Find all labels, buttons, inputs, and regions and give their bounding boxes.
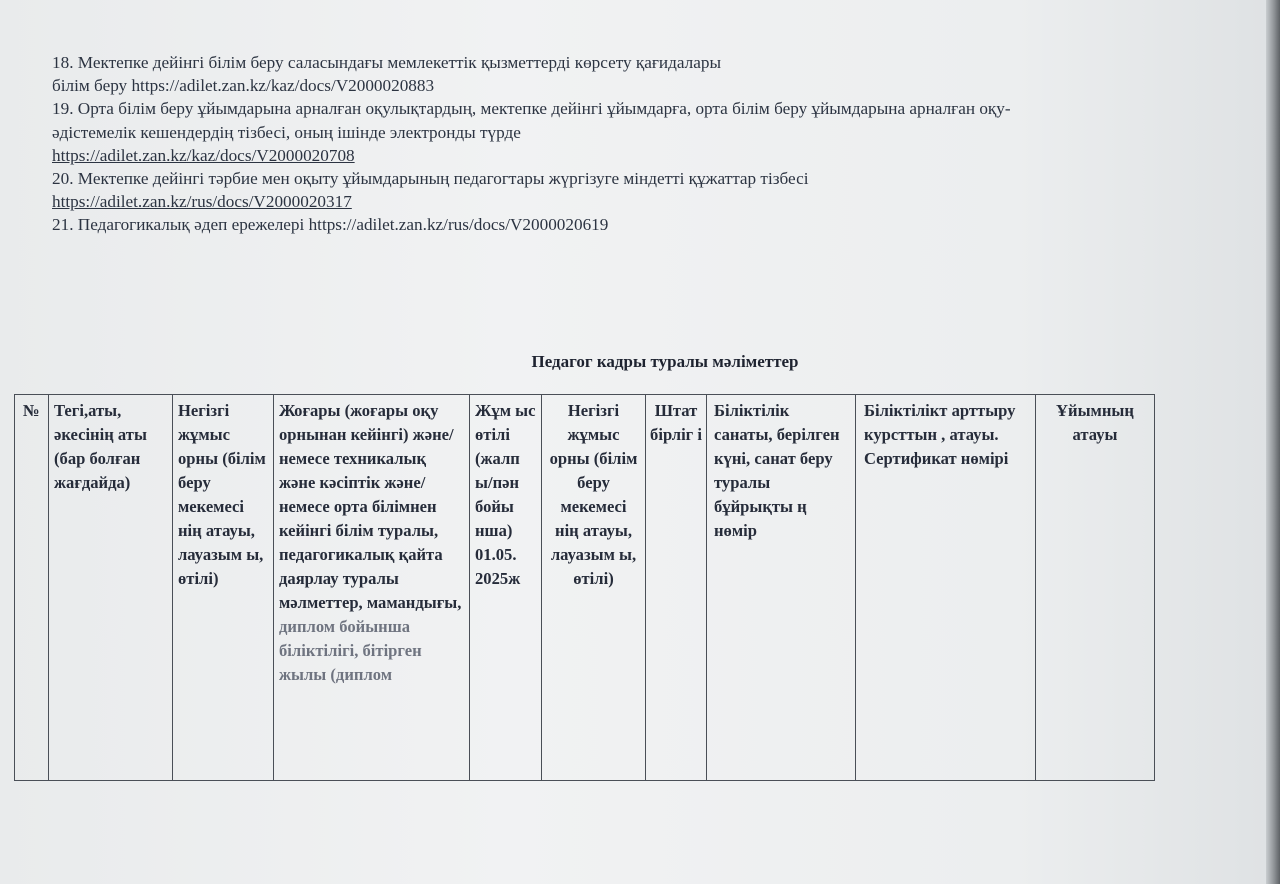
table-title: Педагог кадры туралы мәліметтер — [531, 352, 799, 371]
reference-19-link[interactable]: https://adilet.zan.kz/kaz/docs/V2000020708 — [52, 145, 355, 165]
col-education-faded-text: диплом бойынша біліктілігі, бітірген жылы (диплом — [279, 617, 422, 684]
reference-19-line-2: әдістемелік кешендердің тізбесі, оның ішінде электронды түрде — [52, 122, 521, 142]
col-main-workplace-2: Негізгі жұмыс орны (білім беру мекемесі нің атауы, лауазым ы, өтілі) — [542, 395, 646, 781]
col-number: № — [15, 395, 49, 781]
reference-20-link[interactable]: https://adilet.zan.kz/rus/docs/V2000020317 — [52, 192, 352, 212]
reference-20-line-1: 20. Мектепке дейінгі тәрбие мен оқыту ұйымдарының педагогтары жүргізуге міндетті құжаттар тізбесі — [52, 169, 809, 189]
col-full-name: Тегі,аты, әкесінің аты (бар болған жағдайда) — [49, 395, 173, 781]
teacher-staff-table — [14, 394, 1155, 781]
col-education-text: Жоғары (жоғары оқу орнынан кейінгі) және/немесе техникалық және кәсіптік және/немесе орта білімнен кейінгі білім туралы, педагогикалық қайта даярлау туралы мәлметтер, мамандығы, — [279, 401, 462, 612]
reference-18-line-1: 18. Мектепке дейінгі білім беру саласындағы мемлекеттік қызметтерді көрсету қағидалары — [52, 53, 722, 72]
table-header-row — [15, 395, 1155, 781]
page-edge-shadow — [1266, 0, 1280, 884]
reference-18-line-2: білім беру https://adilet.zan.kz/kaz/docs/V2000020883 — [52, 76, 435, 96]
col-qualification-courses: Біліктілікт арттыру курсттын , атауы. Сертификат нөмірі — [856, 395, 1036, 781]
col-education — [274, 395, 470, 781]
col-qualification-category: Біліктілік санаты, берілген күні, санат беру туралы бұйрықты ң нөмір — [707, 395, 856, 781]
col-staff-unit: Штат бірліг і — [646, 395, 707, 781]
col-work-experience: Жұм ыс өтілі (жалп ы/пән бойы нша) 01.05. 2025ж — [470, 395, 542, 781]
reference-21-line-1: 21. Педагогикалық әдеп ережелері https://adilet.zan.kz/rus/docs/V2000020619 — [52, 215, 609, 235]
col-organization-name: Ұйымның атауы — [1036, 395, 1155, 781]
col-main-workplace: Негізгі жұмыс орны (білім беру мекемесі нің атауы, лауазым ы, өтілі) — [173, 395, 274, 781]
reference-19-line-1: 19. Орта білім беру ұйымдарына арналған оқулықтардың, мектепке дейінгі ұйымдарға, орта білім беру ұйымдарына арналған оқу- — [52, 99, 1011, 119]
reference-list — [52, 51, 1242, 237]
